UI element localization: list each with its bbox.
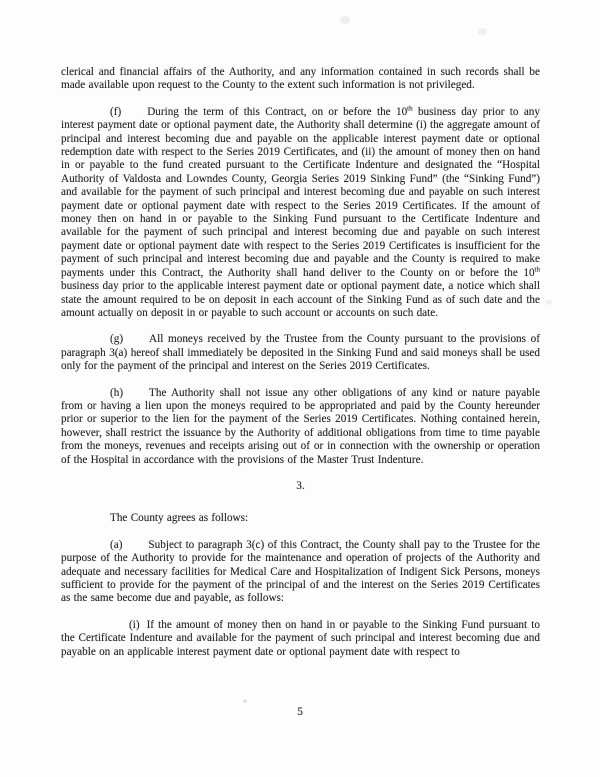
document-body [61, 66, 540, 672]
paragraph-h: (h) The Authority shall not issue any other obligations of any kind or nature payable from or having a lien upon the moneys required to be appropriated and paid by the County hereunder prior or superior to the lien for the payment of the Series 2019 Certificates. Nothing contained herein, however, shall restrict the issuance by the Authority of additional obligations from time to time payable from the moneys, revenues and receipts arising out of or in connection with the ownership or operation of the Hospital in accordance with the provisions of the Master Trust Indenture. [61, 386, 540, 466]
paragraph-a: (a) Subject to paragraph 3(c) of this Contract, the County shall pay to the Trustee for the purpose of the Authority to provide for the maintenance and operation of projects of the Authority and adequate and necessary facilities for Medical Care and Hospitalization of Indigent Sick Persons, moneys sufficient to provide for the payment of the principal of and the interest on the Series 2019 Certificates as the same become due and payable, as follows: [61, 538, 540, 605]
paragraph-continuation: clerical and financial affairs of the Authority, and any information contained in such records shall be made available upon request to the County to the extent such information is not privileged. [61, 66, 540, 92]
section-heading-3: 3. [296, 479, 305, 492]
paragraph-label: (a) [110, 538, 123, 551]
paragraph-county-agrees: The County agrees as follows: [110, 512, 249, 525]
subparagraph-i: (i) If the amount of money then on hand in or payable to the Sinking Fund pursuant to the Certificate Indenture and available for the payment of such principal and interest becoming due and payable on an applicable interest payment date or optional payment date with respect to [61, 618, 540, 658]
paragraph-g: (g) All moneys received by the Trustee from the County pursuant to the provisions of paragraph 3(a) hereof shall immediately be deposited in the Sinking Fund and said moneys shall be used only for the payment of the principal and interest on the Series 2019 Certificates. [61, 333, 540, 373]
page-number: 5 [297, 706, 303, 718]
paragraph-label: (f) [110, 105, 122, 118]
paragraph-label: (h) [110, 386, 124, 399]
scan-smudge [478, 28, 487, 35]
scan-smudge [546, 300, 552, 305]
scan-smudge [340, 16, 350, 24]
paragraph-f: (f) During the term of this Contract, on or before the 10th business day prior to any interest payment date or optional payment date, the Authority shall determine (i) the aggregate amount of principal and interest becoming due and payable on the applicable interest payment date or optional redemption date with respect to the Series 2019 Certificates, and (ii) the amount of money then on hand in or payable to the fund created pursuant to the Certificate Indenture and designated the “Hospital Authority of Valdosta and Lowndes County, Georgia Series 2019 Sinking Fund” (the “Sinking Fund”) and available for the payment of such principal and interest becoming due and payable on such interest payment date or optional payment date with respect to the Series 2019 Certificates. If the amount of money then on hand in or payable to the Sinking Fund pursuant to the Certificate Indenture and available for the payment of such principal and interest becoming due and payable on such interest payment date or optional payment date with respect to the Series 2019 Certificates is insufficient for the payment of such principal and interest becoming due and payable and the County is required to make payments under this Contract, the Authority shall hand deliver to the County on or before the 10th business day prior to the applicable interest payment date or optional payment date, a notice which shall state the amount required to be on deposit in each account of the Sinking Fund as of such date and the amount actually on deposit in or payable to such account or accounts on such date. [61, 104, 540, 319]
paragraph-label: (g) [110, 333, 124, 346]
paragraph-label: (i) [129, 618, 140, 631]
scan-smudge [243, 699, 247, 703]
